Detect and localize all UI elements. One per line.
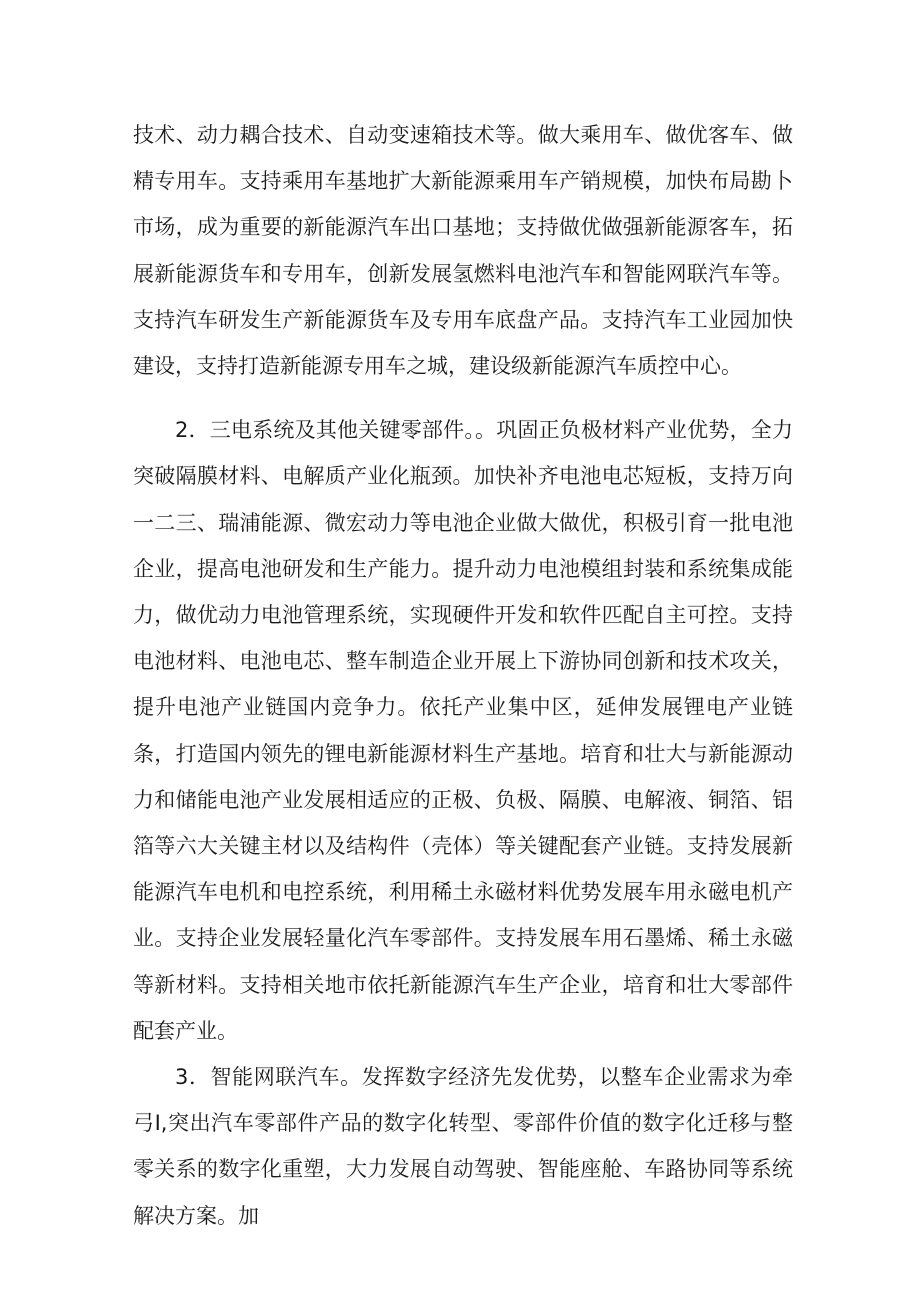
paragraph-three-electric-systems: 2．三电系统及其他关键零部件。。巩固正负极材料产业优势，全力突破隔膜材料、电解质产业化瓶颈。加快补齐电池电芯短板，支持万向一二三、瑞浦能源、微宏动力等电池企业做大做优，积极引育一批电池企业，提高电池研发和生产能力。提升动力电池模组封装和系统集成能力，做优动力电池管理系统，实现硬件开发和软件匹配自主可控。支持电池材料、电池电芯、整车制造企业开展上下游协同创新和技术攻关，提升电池产业链国内竞争力。依托产业集中区，延伸发展锂电产业链条，打造国内领先的锂电新能源材料生产基地。培育和壮大与新能源动力和储能电池产业发展相适应的正极、负极、隔膜、电解液、铜箔、铝箔等六大关键主材以及结构件（壳体）等关键配套产业链。支持发展新能源汽车电机和电控系统，利用稀土永磁材料优势发展车用永磁电机产业。支持企业发展轻量化汽车零部件。支持发展车用石墨烯、稀土永磁等新材料。支持相关地市依托新能源汽车生产企业，培育和壮大零部件配套产业。 bbox=[133, 418, 793, 1043]
paragraph-vehicle-development: 技术、动力耦合技术、自动变速箱技术等。做大乘用车、做优客车、做精专用车。支持乘用车基地扩大新能源乘用车产销规模，加快布局勘卜市场，成为重要的新能源汽车出口基地；支持做优做强新能源客车，拓展新能源货车和专用车，创新发展氢燃料电池汽车和智能网联汽车等。支持汽车研发生产新能源货车及专用车底盘产品。支持汽车工业园加快建设，支持打造新能源专用车之城，建设级新能源汽车质控中心。 bbox=[133, 123, 793, 379]
document-body bbox=[133, 112, 793, 1239]
paragraph-intelligent-connected-vehicles: 3．智能网联汽车。发挥数字经济先发优势，以整车企业需求为牵弓I,突出汽车零部件产品的数字化转型、零部件价值的数字化迁移与整零关系的数字化重塑，大力发展自动驾驶、智能座舱、车路协同等系统解决方案。加 bbox=[133, 1065, 793, 1228]
